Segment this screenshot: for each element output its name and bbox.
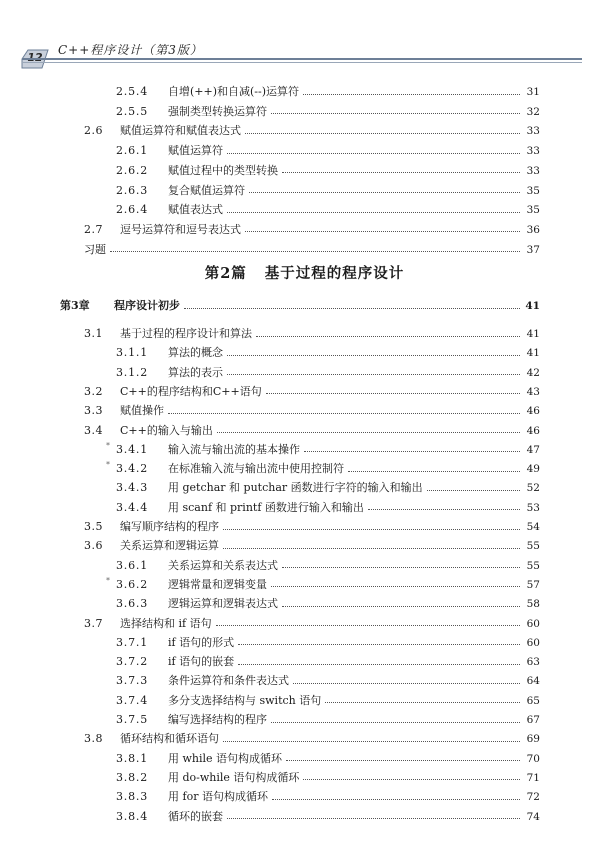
toc-entry[interactable] bbox=[84, 121, 540, 141]
entry-title: 算法的表示 bbox=[168, 365, 223, 379]
entry-title: 逻辑常量和逻辑变量 bbox=[168, 577, 267, 591]
toc-entry[interactable] bbox=[116, 478, 540, 498]
dot-leader bbox=[282, 172, 520, 173]
entry-title: 习题 bbox=[84, 242, 106, 256]
dot-leader bbox=[238, 664, 520, 665]
entry-page-number: 41 bbox=[526, 347, 540, 360]
entry-title: 赋值过程中的类型转换 bbox=[168, 163, 278, 177]
entry-page-number: 35 bbox=[526, 204, 540, 217]
dot-leader bbox=[245, 231, 520, 232]
entry-number: 3.8.1 bbox=[116, 751, 148, 765]
dot-leader bbox=[223, 548, 520, 549]
optional-section-marker: * bbox=[106, 440, 110, 450]
toc-entry[interactable] bbox=[116, 575, 540, 595]
entry-page-number: 71 bbox=[526, 771, 540, 784]
dot-leader bbox=[227, 374, 520, 375]
entry-number: 3.7.2 bbox=[116, 655, 148, 669]
entry-title: 赋值表达式 bbox=[168, 203, 223, 217]
entry-number: 2.6.3 bbox=[116, 183, 148, 197]
toc-entry[interactable] bbox=[116, 787, 540, 807]
entry-title: if 语句的嵌套 bbox=[168, 655, 235, 669]
entry-title: 程序设计初步 bbox=[114, 299, 180, 312]
toc-entry[interactable] bbox=[116, 671, 540, 691]
chapter-entry[interactable] bbox=[60, 296, 540, 316]
part-heading bbox=[0, 262, 609, 283]
toc-entry[interactable] bbox=[84, 324, 540, 344]
entry-number: 2.5.4 bbox=[116, 85, 148, 98]
entry-page-number: 31 bbox=[526, 86, 540, 98]
entry-page-number: 42 bbox=[526, 366, 540, 379]
dot-leader bbox=[223, 529, 520, 530]
entry-page-number: 35 bbox=[526, 184, 540, 197]
entry-page-number: 33 bbox=[526, 145, 540, 158]
entry-title: 用 scanf 和 printf 函数进行输入和输出 bbox=[168, 500, 364, 514]
entry-number: 2.6.2 bbox=[116, 163, 148, 177]
entry-number: 3.7.3 bbox=[116, 674, 148, 688]
entry-page-number: 32 bbox=[526, 105, 540, 118]
entry-number: 3.4 bbox=[84, 423, 103, 437]
dot-leader bbox=[286, 760, 520, 761]
dot-leader bbox=[110, 251, 520, 252]
entry-number: 3.6.3 bbox=[116, 597, 148, 611]
entry-title: 输入流与输出流的基本操作 bbox=[168, 442, 300, 456]
entry-number: 3.6.2 bbox=[116, 577, 148, 591]
optional-section-marker: * bbox=[106, 575, 110, 585]
entry-title: 自增(++)和自减(--)运算符 bbox=[168, 85, 300, 98]
entry-title: C++的程序结构和C++语句 bbox=[120, 384, 262, 398]
toc-entry[interactable] bbox=[116, 710, 540, 730]
entry-number: 3.1.2 bbox=[116, 365, 148, 379]
entry-page-number: 54 bbox=[526, 521, 540, 533]
entry-title: 算法的概念 bbox=[168, 346, 223, 360]
toc-entry[interactable] bbox=[116, 768, 540, 788]
entry-page-number: 33 bbox=[526, 164, 540, 177]
entry-title: 逗号运算符和逗号表达式 bbox=[120, 222, 241, 236]
toc-entry[interactable] bbox=[116, 102, 540, 122]
toc-entry[interactable] bbox=[116, 459, 540, 479]
entry-title: 基于过程的程序设计和算法 bbox=[120, 327, 252, 340]
dot-leader bbox=[293, 683, 520, 684]
entry-number: 3.8.4 bbox=[116, 809, 148, 823]
dot-leader bbox=[256, 336, 520, 337]
entry-number: 3.7.1 bbox=[116, 635, 148, 649]
dot-leader bbox=[303, 94, 520, 95]
toc-entry[interactable] bbox=[84, 382, 540, 402]
entry-title: C++的输入与输出 bbox=[120, 423, 213, 437]
dot-leader bbox=[303, 779, 520, 780]
entry-page-number: 63 bbox=[526, 656, 540, 669]
toc-entry[interactable] bbox=[116, 141, 540, 161]
entry-number: 3.4.3 bbox=[116, 481, 148, 495]
part-title: 基于过程的程序设计 bbox=[264, 265, 405, 282]
entry-number: 3.6.1 bbox=[116, 558, 148, 572]
entry-title: 关系运算和逻辑运算 bbox=[120, 539, 219, 553]
entry-title: 复合赋值运算符 bbox=[168, 183, 245, 197]
entry-number: 3.7.5 bbox=[116, 713, 148, 726]
entry-title: 逻辑运算和逻辑表达式 bbox=[168, 597, 278, 611]
entry-title: 用 do-while 语句构成循环 bbox=[168, 770, 300, 784]
dot-leader bbox=[216, 625, 520, 626]
entry-page-number: 69 bbox=[526, 733, 540, 746]
toc-entry[interactable] bbox=[116, 749, 540, 769]
dot-leader bbox=[217, 432, 520, 433]
entry-page-number: 46 bbox=[526, 405, 540, 418]
entry-number: 3.7.4 bbox=[116, 693, 148, 707]
toc-entry[interactable] bbox=[116, 363, 540, 383]
entry-number: 第3章 bbox=[60, 299, 90, 312]
entry-number: 2.7 bbox=[84, 222, 103, 236]
entry-page-number: 57 bbox=[526, 578, 540, 591]
toc-entry[interactable] bbox=[84, 517, 540, 537]
page-header bbox=[0, 30, 609, 70]
toc-entry[interactable] bbox=[116, 691, 540, 711]
toc-entry[interactable] bbox=[116, 556, 540, 576]
dot-leader bbox=[272, 799, 520, 800]
entry-number: 3.4.2 bbox=[116, 462, 148, 476]
entry-page-number: 41 bbox=[525, 300, 540, 312]
entry-title: 在标准输入流与输出流中使用控制符 bbox=[168, 462, 344, 476]
entry-number: 2.6 bbox=[84, 124, 103, 138]
entry-title: 选择结构和 if 语句 bbox=[120, 616, 212, 630]
dot-leader bbox=[271, 113, 520, 114]
entry-page-number: 36 bbox=[526, 223, 540, 236]
entry-title: 条件运算符和条件表达式 bbox=[168, 674, 289, 688]
header-rule-thin bbox=[22, 62, 582, 63]
toc-entry[interactable] bbox=[116, 633, 540, 653]
entry-number: 3.7 bbox=[84, 616, 103, 630]
toc-entry[interactable] bbox=[116, 161, 540, 181]
entry-page-number: 67 bbox=[526, 714, 540, 726]
entry-page-number: 60 bbox=[526, 617, 540, 630]
dot-leader bbox=[282, 606, 520, 607]
entry-page-number: 55 bbox=[526, 559, 540, 572]
toc-entry[interactable] bbox=[84, 729, 540, 749]
entry-number: 2.5.5 bbox=[116, 104, 148, 118]
toc-entry[interactable] bbox=[116, 652, 540, 672]
dot-leader bbox=[245, 133, 520, 134]
entry-number: 3.1.1 bbox=[116, 346, 148, 360]
entry-number: 3.2 bbox=[84, 384, 103, 398]
entry-title: if 语句的形式 bbox=[168, 635, 235, 649]
entry-title: 循环的嵌套 bbox=[168, 809, 223, 823]
dot-leader bbox=[249, 192, 520, 193]
toc-entry[interactable] bbox=[84, 401, 540, 421]
dot-leader bbox=[325, 702, 520, 703]
dot-leader bbox=[266, 393, 520, 394]
entry-page-number: 46 bbox=[526, 424, 540, 437]
dot-leader bbox=[271, 722, 520, 723]
entry-number: 2.6.4 bbox=[116, 203, 148, 217]
toc-entry[interactable] bbox=[116, 440, 540, 460]
dot-leader bbox=[238, 644, 520, 645]
entry-page-number: 64 bbox=[526, 675, 540, 688]
dot-leader bbox=[227, 818, 520, 819]
entry-page-number: 55 bbox=[526, 540, 540, 553]
dot-leader bbox=[168, 413, 520, 414]
toc-entry[interactable] bbox=[84, 536, 540, 556]
entry-page-number: 43 bbox=[526, 385, 540, 398]
entry-page-number: 74 bbox=[526, 810, 540, 823]
entry-title: 用 for 语句构成循环 bbox=[168, 790, 268, 804]
entry-number: 3.6 bbox=[84, 539, 103, 553]
entry-page-number: 33 bbox=[526, 125, 540, 138]
entry-page-number: 41 bbox=[526, 328, 540, 340]
page-number: 12 bbox=[27, 51, 43, 64]
entry-number: 2.6.1 bbox=[116, 144, 148, 158]
dot-leader bbox=[348, 471, 520, 472]
entry-number: 3.4.1 bbox=[116, 442, 148, 456]
entry-page-number: 60 bbox=[526, 636, 540, 649]
toc-entry[interactable] bbox=[116, 343, 540, 363]
dot-leader bbox=[184, 308, 520, 309]
running-head-book-title: C++程序设计（第3版） bbox=[58, 43, 203, 57]
entry-title: 赋值运算符 bbox=[168, 144, 223, 158]
entry-title: 强制类型转换运算符 bbox=[168, 104, 267, 118]
toc-entry[interactable] bbox=[116, 200, 540, 220]
entry-number: 3.8.3 bbox=[116, 790, 148, 804]
entry-page-number: 70 bbox=[526, 752, 540, 765]
entry-number: 3.4.4 bbox=[116, 500, 148, 514]
entry-title: 用 getchar 和 putchar 函数进行字符的输入和输出 bbox=[168, 481, 423, 495]
toc-entry[interactable] bbox=[84, 240, 540, 260]
entry-page-number: 37 bbox=[526, 243, 540, 256]
entry-number: 3.8 bbox=[84, 732, 103, 746]
toc-entry[interactable] bbox=[116, 181, 540, 201]
entry-title: 关系运算和关系表达式 bbox=[168, 558, 278, 572]
entry-page-number: 65 bbox=[526, 694, 540, 707]
entry-number: 3.8.2 bbox=[116, 770, 148, 784]
entry-page-number: 53 bbox=[526, 501, 540, 514]
part-label: 第2篇 bbox=[204, 265, 247, 282]
entry-title: 循环结构和循环语句 bbox=[120, 732, 219, 746]
entry-number: 3.5 bbox=[84, 520, 103, 533]
entry-title: 编写顺序结构的程序 bbox=[120, 520, 219, 533]
toc-entry[interactable] bbox=[116, 807, 540, 827]
entry-title: 多分支选择结构与 switch 语句 bbox=[168, 693, 322, 707]
dot-leader bbox=[304, 451, 520, 452]
entry-title: 赋值操作 bbox=[120, 404, 164, 418]
toc-entry[interactable] bbox=[84, 614, 540, 634]
entry-number: 3.1 bbox=[84, 327, 103, 340]
dot-leader bbox=[227, 153, 520, 154]
entry-page-number: 72 bbox=[526, 791, 540, 804]
entry-page-number: 47 bbox=[526, 443, 540, 456]
dot-leader bbox=[223, 741, 520, 742]
toc-entry[interactable] bbox=[84, 421, 540, 441]
entry-page-number: 58 bbox=[526, 598, 540, 611]
entry-page-number: 52 bbox=[526, 482, 540, 495]
dot-leader bbox=[227, 212, 520, 213]
toc-entry[interactable] bbox=[116, 594, 540, 614]
optional-section-marker: * bbox=[106, 460, 110, 470]
dot-leader bbox=[227, 355, 520, 356]
entry-title: 用 while 语句构成循环 bbox=[168, 751, 283, 765]
toc-entry[interactable] bbox=[116, 82, 540, 102]
dot-leader bbox=[368, 509, 520, 510]
entry-page-number: 49 bbox=[526, 463, 540, 476]
toc-entry[interactable] bbox=[84, 220, 540, 240]
dot-leader bbox=[271, 586, 520, 587]
header-rule bbox=[22, 58, 582, 60]
entry-title: 编写选择结构的程序 bbox=[168, 713, 267, 726]
dot-leader bbox=[427, 490, 520, 491]
dot-leader bbox=[282, 567, 520, 568]
entry-title: 赋值运算符和赋值表达式 bbox=[120, 124, 241, 138]
toc-entry[interactable] bbox=[116, 498, 540, 518]
entry-number: 3.3 bbox=[84, 404, 103, 418]
